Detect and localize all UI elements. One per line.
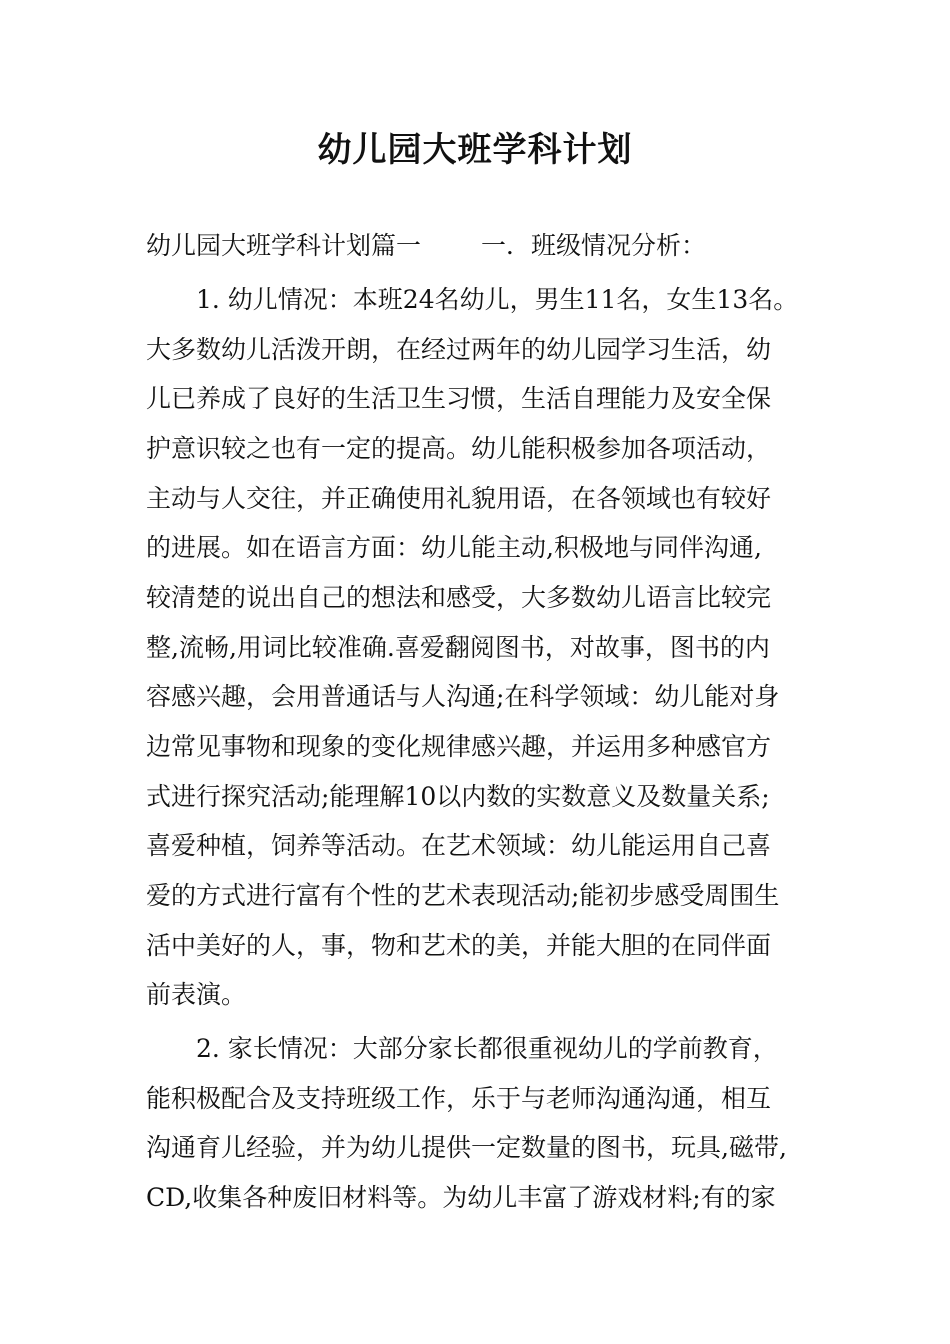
paragraph-line: 1. 幼儿情况：本班24名幼儿，男生11名，女生13名。 bbox=[196, 285, 799, 314]
section-heading-left: 幼儿园大班学科计划篇一 bbox=[146, 231, 422, 260]
paragraph-line: 活中美好的人，事，物和艺术的美，并能大胆的在同伴面 bbox=[146, 931, 772, 960]
paragraph-line: 大多数幼儿活泼开朗，在经过两年的幼儿园学习生活，幼 bbox=[146, 335, 772, 364]
paragraph-line: 主动与人交往，并正确使用礼貌用语，在各领域也有较好 bbox=[146, 484, 772, 513]
paragraph-line: 喜爱种植，饲养等活动。在艺术领域：幼儿能运用自己喜 bbox=[146, 831, 772, 860]
section-heading-right: 一．班级情况分析： bbox=[481, 231, 707, 260]
paragraph-line: 较清楚的说出自己的想法和感受，大多数幼儿语言比较完 bbox=[146, 583, 772, 612]
paragraph-line: 儿已养成了良好的生活卫生习惯，生活自理能力及安全保 bbox=[146, 384, 772, 413]
paragraph-line: CD,收集各种废旧材料等。为幼儿丰富了游戏材料;有的家 bbox=[146, 1183, 776, 1212]
paragraph-line: 边常见事物和现象的变化规律感兴趣，并运用多种感官方 bbox=[146, 732, 772, 761]
document-title: 幼儿园大班学科计划 bbox=[317, 130, 633, 170]
paragraph-line: 爱的方式进行富有个性的艺术表现活动;能初步感受周围生 bbox=[146, 881, 780, 910]
paragraph-line: 容感兴趣，会用普通话与人沟通;在科学领域：幼儿能对身 bbox=[146, 682, 780, 711]
paragraph-line: 护意识较之也有一定的提高。幼儿能积极参加各项活动， bbox=[146, 434, 772, 463]
paragraph-line: 能积极配合及支持班级工作，乐于与老师沟通沟通，相互 bbox=[146, 1084, 772, 1113]
paragraph-line: 式进行探究活动;能理解10以内数的实数意义及数量关系; bbox=[146, 782, 770, 811]
paragraph-line: 前表演。 bbox=[146, 980, 247, 1009]
paragraph-line: 的进展。如在语言方面：幼儿能主动,积极地与同伴沟通, bbox=[146, 533, 762, 562]
paragraph-line: 沟通育儿经验，并为幼儿提供一定数量的图书，玩具,磁带, bbox=[146, 1133, 787, 1162]
paragraph-line: 2. 家长情况：大部分家长都很重视幼儿的学前教育， bbox=[196, 1034, 778, 1063]
paragraph-line: 整,流畅,用词比较准确.喜爱翻阅图书，对故事，图书的内 bbox=[146, 633, 770, 662]
section-heading-line bbox=[146, 228, 706, 264]
